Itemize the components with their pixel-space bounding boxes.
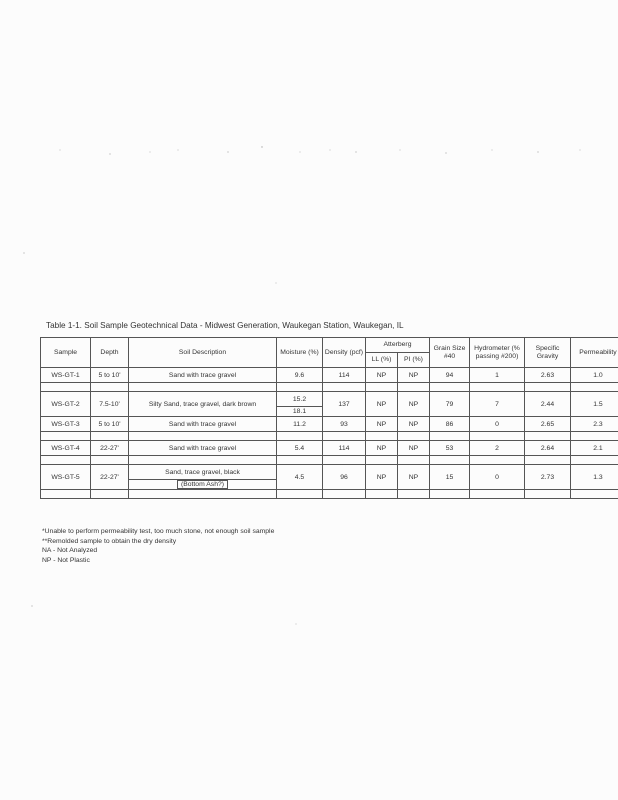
table-footnotes xyxy=(42,527,274,565)
cell-specific-gravity: 2.44 xyxy=(525,392,571,417)
table-row xyxy=(41,417,618,432)
cell-sample: WS-GT-3 xyxy=(41,417,91,432)
cell-hydrometer: 1 xyxy=(470,368,525,383)
cell-density: 137 xyxy=(323,392,366,417)
cell-description: Sand with trace gravel xyxy=(129,368,277,383)
bottom-ash-note: (Bottom Ash?) xyxy=(177,480,228,489)
cell-depth: 5 to 10' xyxy=(91,368,129,383)
header-specific-gravity: Specific Gravity xyxy=(525,338,571,368)
header-soil-description: Soil Description xyxy=(129,338,277,368)
cell-ll: NP xyxy=(366,441,398,456)
soil-data-table-wrapper xyxy=(40,337,618,519)
cell-moisture: 5.4 xyxy=(277,441,323,456)
cell-permeability: 2.1 xyxy=(571,441,618,456)
cell-specific-gravity: 2.65 xyxy=(525,417,571,432)
cell-pi: NP xyxy=(398,441,430,456)
header-pi: PI (%) xyxy=(398,353,430,368)
cell-pi: NP xyxy=(398,368,430,383)
cell-sample: WS-GT-4 xyxy=(41,441,91,456)
cell-depth: 22-27' xyxy=(91,441,129,456)
header-density: Density (pcf) xyxy=(323,338,366,368)
table-caption: Table 1-1. Soil Sample Geotechnical Data - Midwest Generation, Waukegan Station, Waukegan, IL xyxy=(46,321,404,330)
cell-permeability: 2.3 xyxy=(571,417,618,432)
cell-specific-gravity: 2.73 xyxy=(525,465,571,490)
footnote: NP - Not Plastic xyxy=(42,556,90,564)
cell-description: Silty Sand, trace gravel, dark brown xyxy=(129,392,277,417)
cell-grain: 94 xyxy=(430,368,470,383)
header-grain-size: Grain Size #40 xyxy=(430,338,470,368)
cell-density: 96 xyxy=(323,465,366,490)
header-sample: Sample xyxy=(41,338,91,368)
header-ll: LL (%) xyxy=(366,353,398,368)
header-permeability: Permeability xyxy=(571,338,618,368)
cell-depth: 5 to 10' xyxy=(91,417,129,432)
header-hydrometer: Hydrometer (% passing #200) xyxy=(470,338,525,368)
cell-ll: NP xyxy=(366,368,398,383)
cell-moisture: 4.5 xyxy=(277,465,323,490)
cell-grain: 79 xyxy=(430,392,470,417)
cell-hydrometer: 0 xyxy=(470,417,525,432)
cell-specific-gravity: 2.63 xyxy=(525,368,571,383)
footnote: *Unable to perform permeability test, too much stone, not enough soil sample xyxy=(42,528,275,535)
header-depth: Depth xyxy=(91,338,129,368)
table-spacer-row xyxy=(41,490,618,499)
cell-pi: NP xyxy=(398,465,430,490)
cell-moisture-remolded: 18.1 xyxy=(277,407,323,417)
table-spacer-row xyxy=(41,432,618,441)
table-row xyxy=(41,368,618,383)
cell-moisture: 15.2 xyxy=(277,392,323,407)
cell-ll: NP xyxy=(366,465,398,490)
cell-permeability: 1.0 xyxy=(571,368,618,383)
table-row xyxy=(41,441,618,456)
table-spacer-row xyxy=(41,383,618,392)
cell-pi: NP xyxy=(398,417,430,432)
cell-depth: 22-27' xyxy=(91,465,129,490)
cell-density: 114 xyxy=(323,368,366,383)
cell-hydrometer: 0 xyxy=(470,465,525,490)
cell-pi: NP xyxy=(398,392,430,417)
footnote: **Remolded sample to obtain the dry density xyxy=(42,537,177,545)
cell-density: 93 xyxy=(323,417,366,432)
soil-data-table xyxy=(40,337,618,499)
cell-moisture: 9.6 xyxy=(277,368,323,383)
cell-hydrometer: 7 xyxy=(470,392,525,417)
cell-grain: 15 xyxy=(430,465,470,490)
footnote: NA - Not Analyzed xyxy=(42,547,98,555)
cell-hydrometer: 2 xyxy=(470,441,525,456)
cell-ll: NP xyxy=(366,392,398,417)
cell-sample: WS-GT-2 xyxy=(41,392,91,417)
cell-description: Sand with trace gravel xyxy=(129,441,277,456)
cell-grain: 53 xyxy=(430,441,470,456)
cell-permeability: 1.3 xyxy=(571,465,618,490)
cell-depth: 7.5-10' xyxy=(91,392,129,417)
cell-ll: NP xyxy=(366,417,398,432)
cell-specific-gravity: 2.64 xyxy=(525,441,571,456)
cell-grain: 86 xyxy=(430,417,470,432)
header-moisture: Moisture (%) xyxy=(277,338,323,368)
cell-moisture: 11.2 xyxy=(277,417,323,432)
cell-description-note xyxy=(129,480,277,490)
cell-sample: WS-GT-5 xyxy=(41,465,91,490)
header-atterberg: Atterberg xyxy=(366,338,430,353)
cell-density: 114 xyxy=(323,441,366,456)
table-spacer-row xyxy=(41,456,618,465)
table-row xyxy=(41,392,618,407)
cell-description: Sand with trace gravel xyxy=(129,417,277,432)
cell-permeability: 1.5 xyxy=(571,392,618,417)
cell-sample: WS-GT-1 xyxy=(41,368,91,383)
table-row xyxy=(41,465,618,480)
cell-description: Sand, trace gravel, black xyxy=(129,465,277,480)
